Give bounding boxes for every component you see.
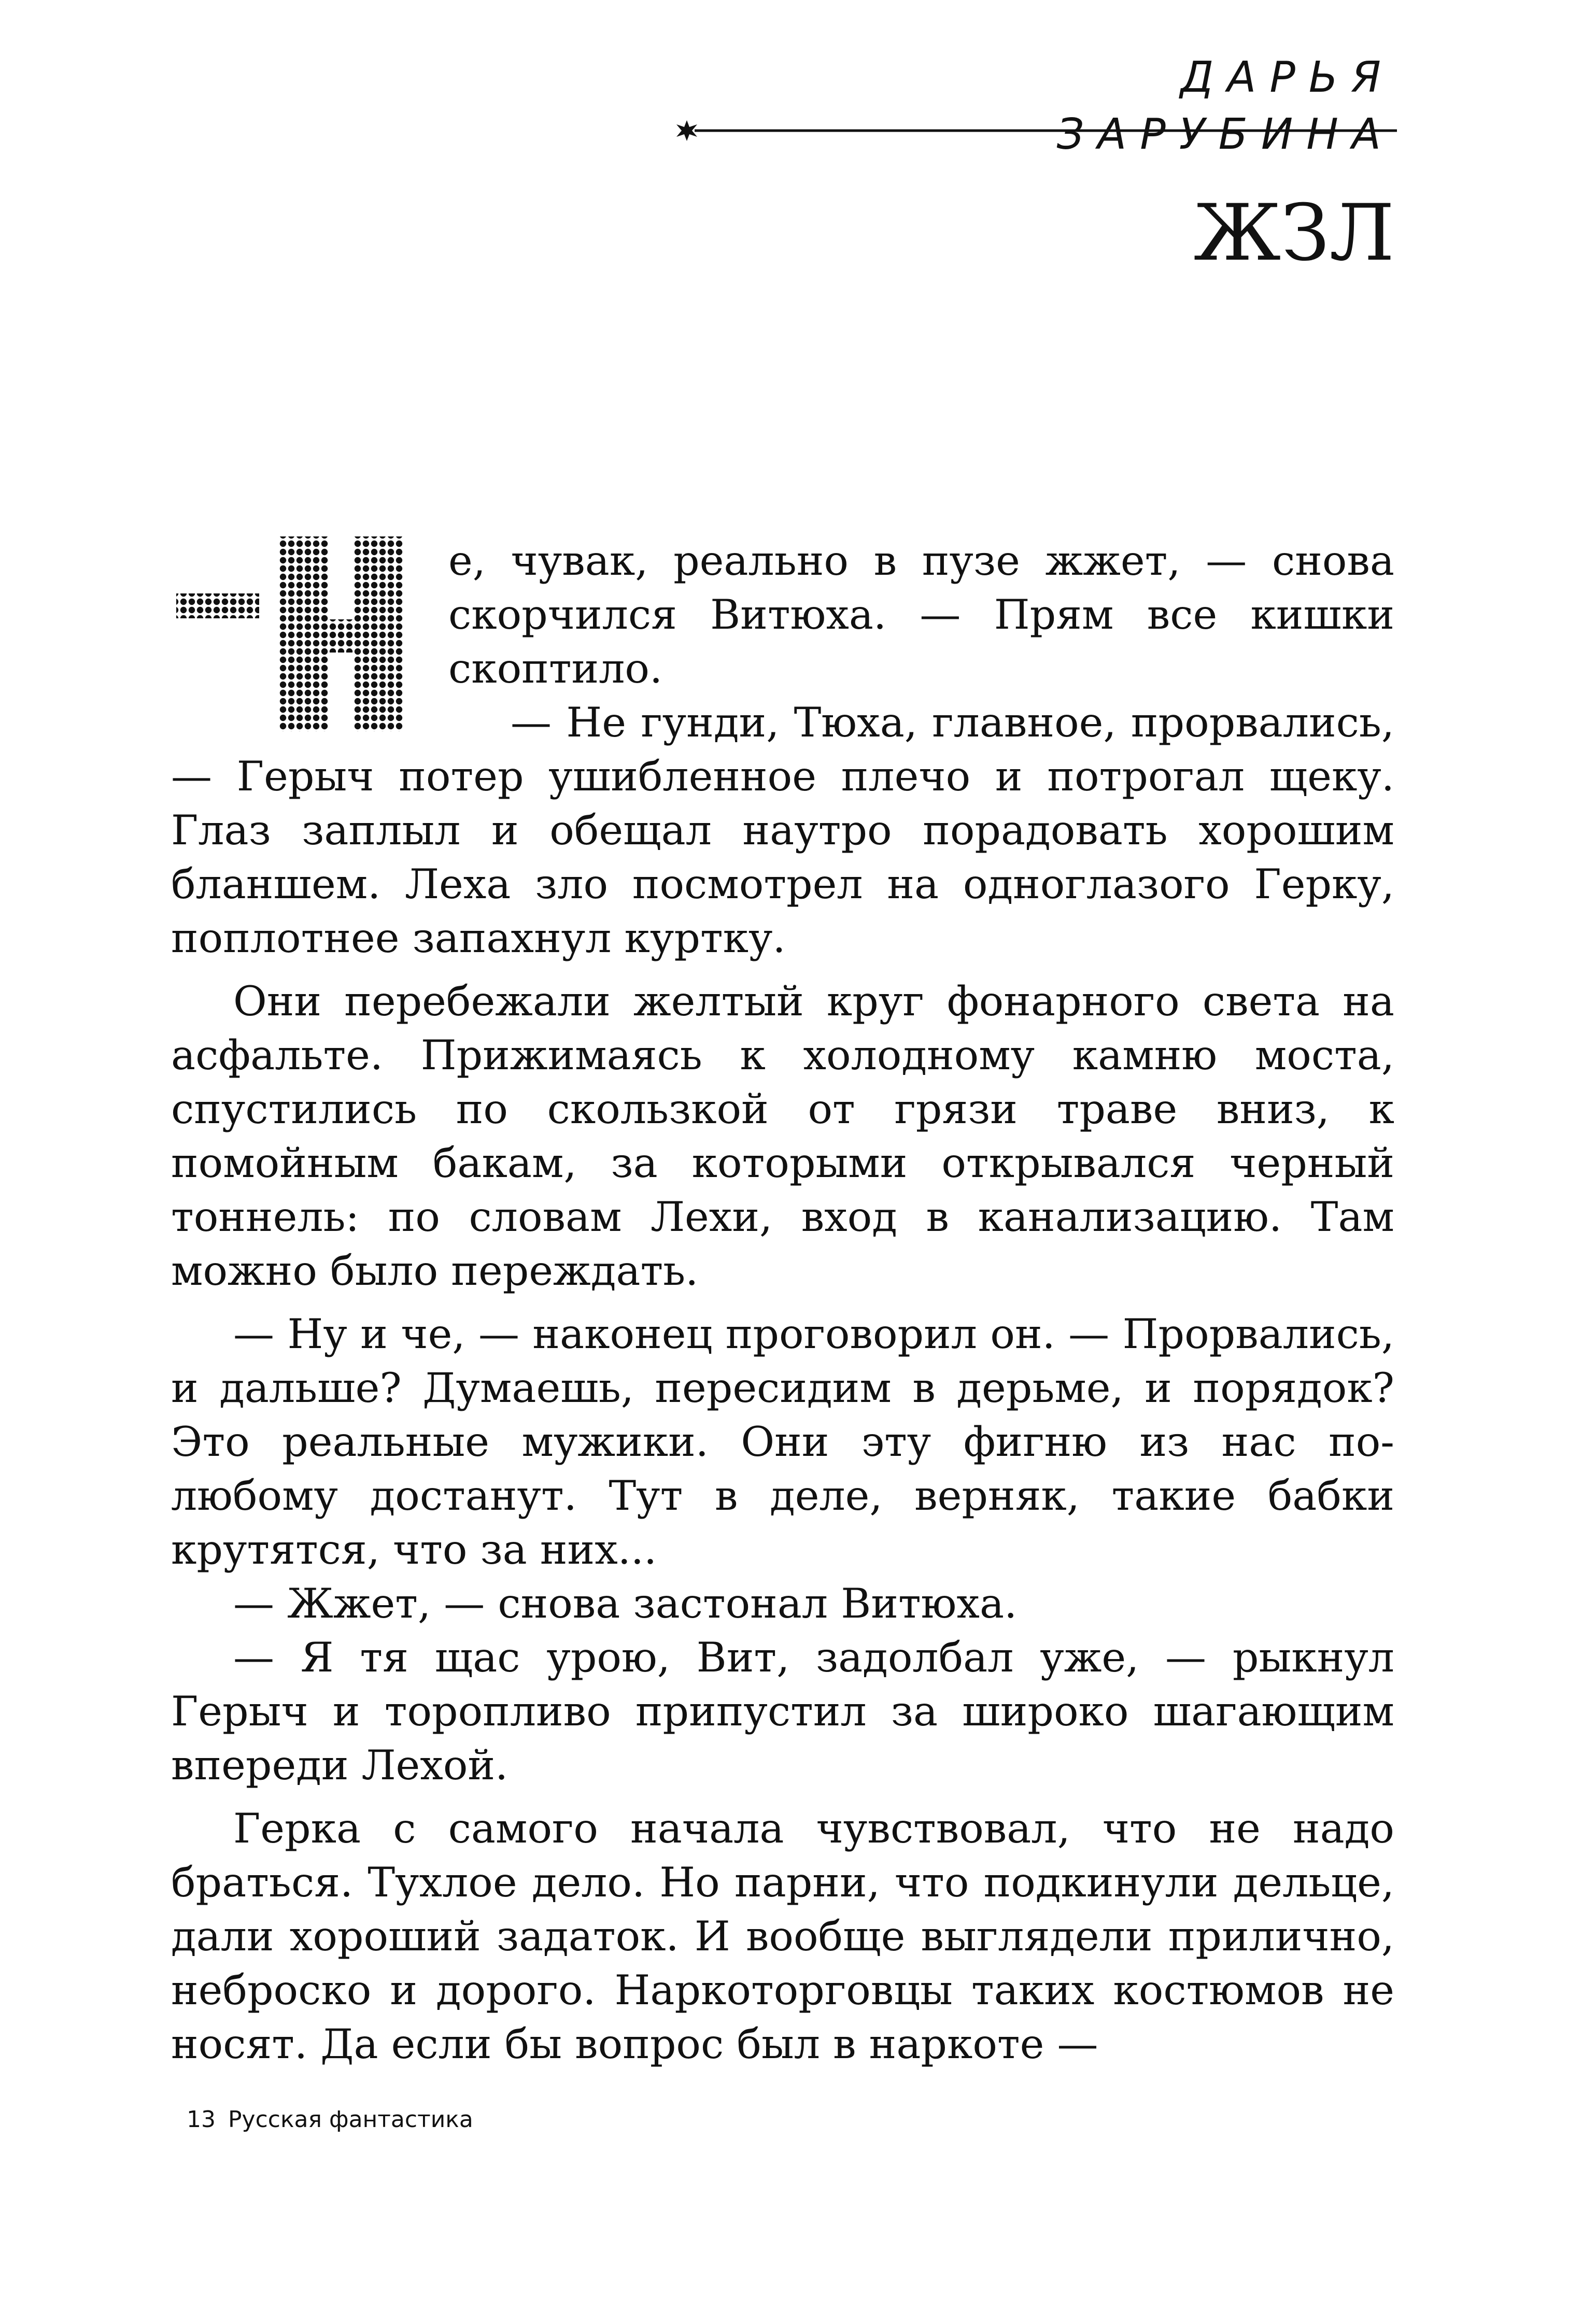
author-name: ДАРЬЯ ЗАРУБИНА xyxy=(1056,53,1394,159)
paragraph: — Не гунди, Тюха, главное, прорвались, — Герыч потер ушибленное плечо и потрогал щеку. Глаз заплыл и обещал наутро порадовать хорошим бланшем. Леха зло посмотрел на одноглазого Герку, поплотнее запахнул куртку. xyxy=(171,699,1394,962)
star-rule-icon xyxy=(674,120,1397,141)
collection-name: Русская фантастика xyxy=(228,2106,473,2133)
paragraph: е, чувак, реально в пузе жжет, — снова скорчился Витюха. — Прям все кишки скоптило. xyxy=(448,537,1394,692)
story-title: ЖЗЛ xyxy=(1193,188,1394,278)
paragraph: Они перебежали желтый круг фонарного света на асфальте. Прижимаясь к холодному камню моста, спустились по скользкой от грязи траве вниз, к помойным бакам, за которыми открывался черный тоннель: по словам Лехи, вход в канализацию. Там можно было переждать. xyxy=(171,977,1394,1295)
paragraph: — Я тя щас урою, Вит, задолбал уже, — рыкнул Герыч и торопливо припустил за широко шагающим впереди Лехой. xyxy=(171,1634,1394,1789)
paragraph: — Ну и че, — наконец проговорил он. — Прорвались, и дальше? Думаешь, пересидим в дерьме, и порядок? Это реальные мужики. Они эту фигню из нас по-любому достанут. Тут в деле, верняк, такие бабки крутятся, что за них... xyxy=(171,1310,1394,1574)
page-number: 13 xyxy=(187,2106,216,2133)
paragraph: — Жжет, — снова застонал Витюха. xyxy=(233,1580,1018,1627)
story-body xyxy=(171,534,1394,2071)
page-footer xyxy=(187,2104,473,2135)
paragraph: Герка с самого начала чувствовал, что не надо браться. Тухлое дело. Но парни, что подкинули дельце, дали хороший задаток. И вообще выглядели прилично, неброско и дорого. Наркоторговцы таких костюмов не носят. Да если бы вопрос был в наркоте — xyxy=(171,1805,1394,2068)
